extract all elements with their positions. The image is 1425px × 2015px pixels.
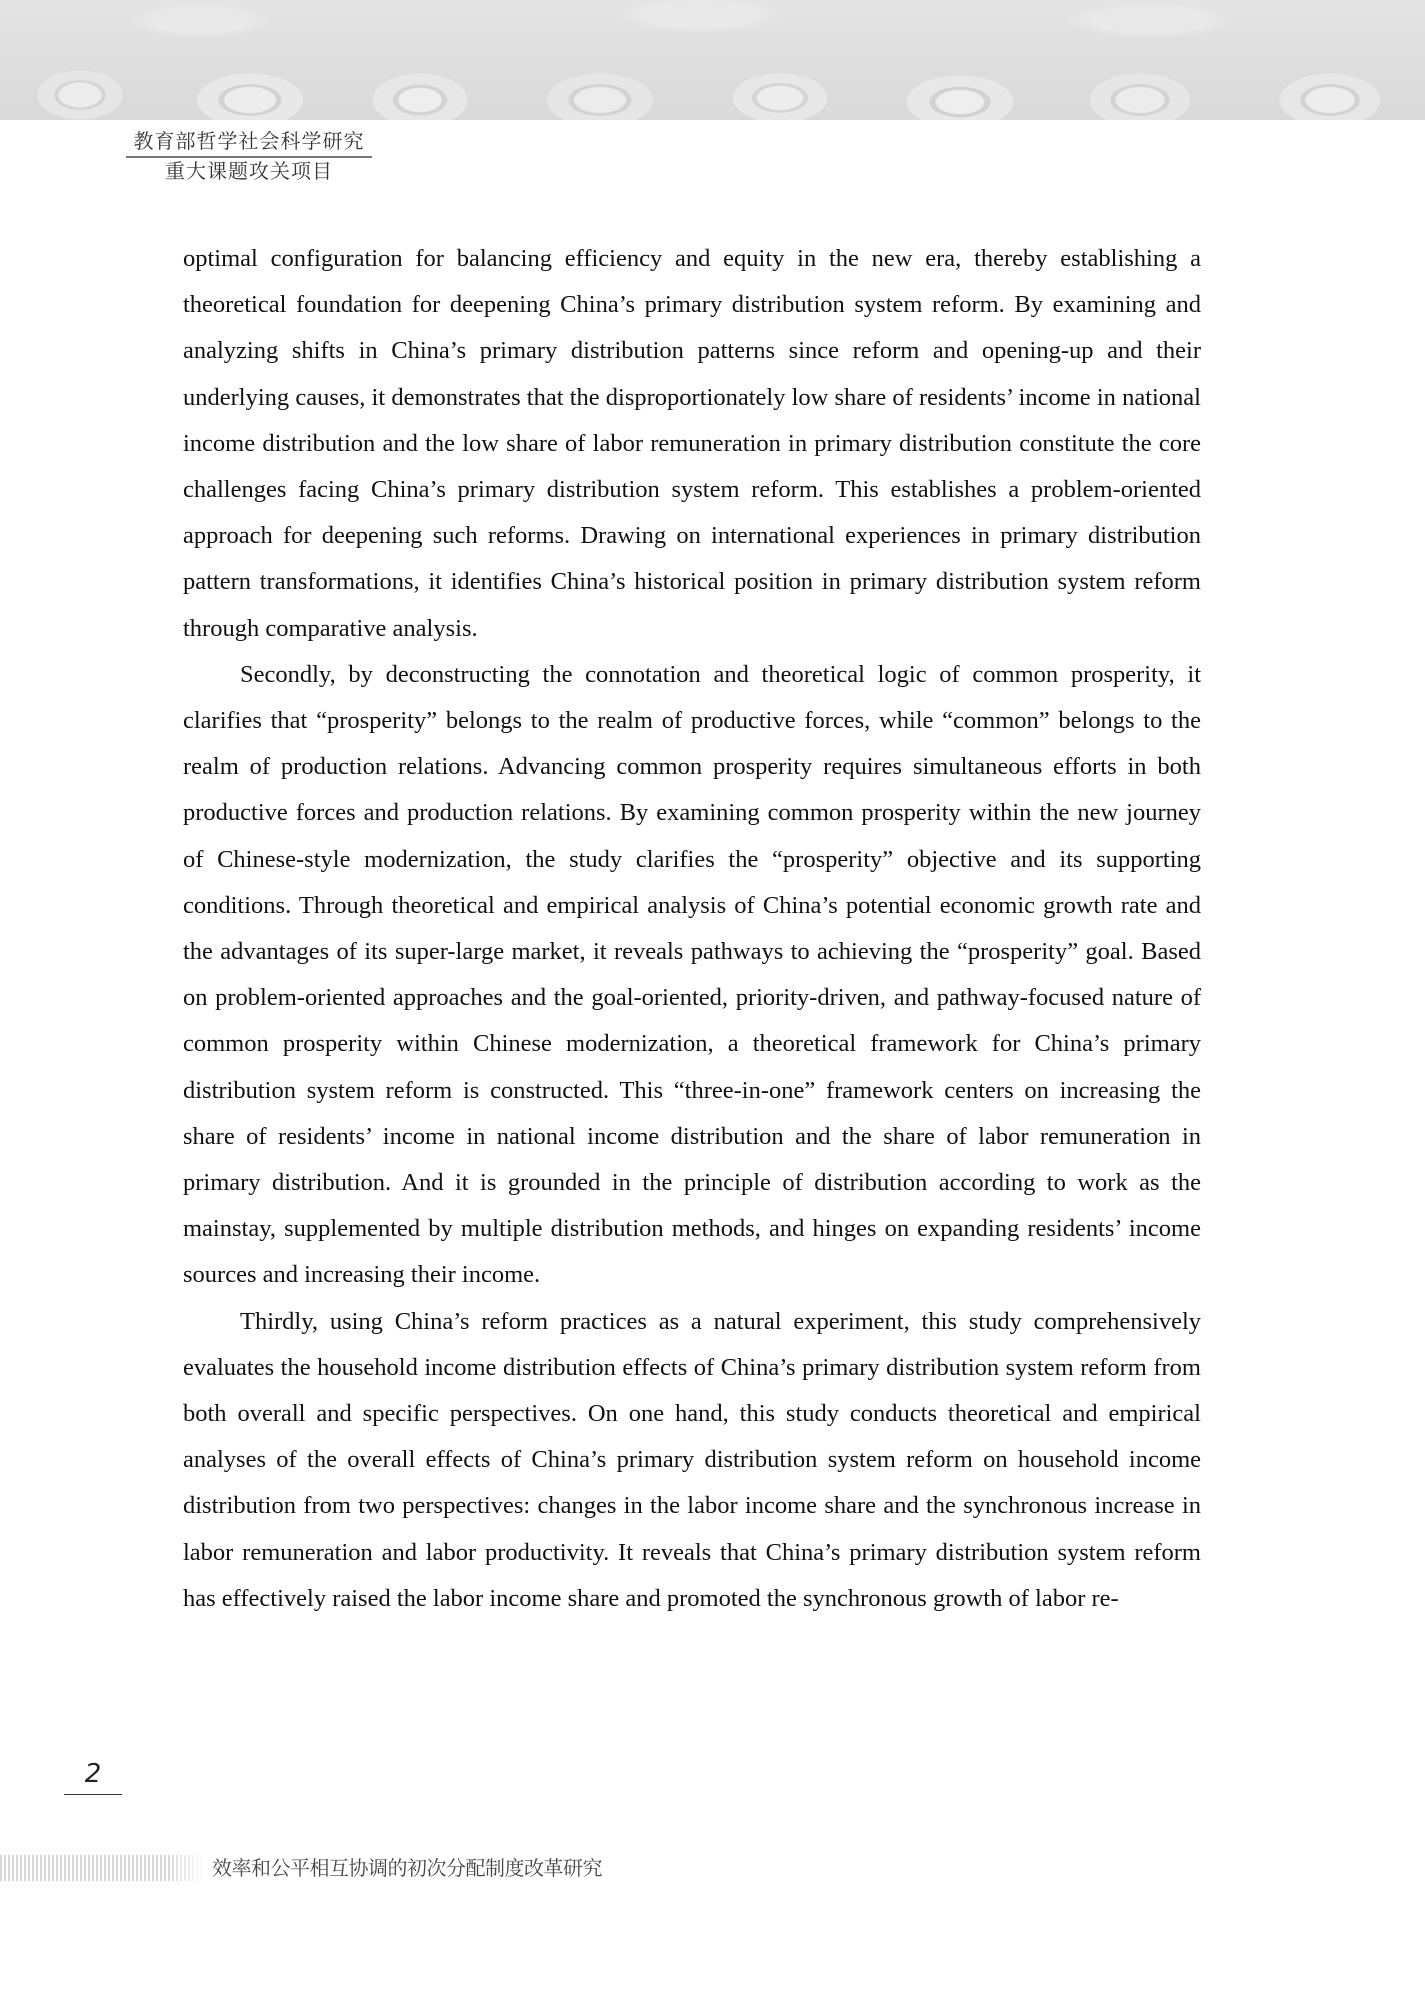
book-title-footer: 效率和公平相互协调的初次分配制度改革研究 — [212, 1856, 602, 1880]
series-title-line1: 教育部哲学社会科学研究 — [126, 128, 372, 158]
paragraph-1: optimal configuration for balancing efficiency and equity in the new era, thereby establishing a theoretical foundation for deepening China’s primary distribution system reform. By examining and analyzing shifts in China’s primary distribution patterns since reform and opening-up and their underlying causes, it demonstrates that the disproportionately low share of residents’ income in national income distribution and the low share of labor remuneration in primary distribution constitute the core challenges facing China’s primary distribution system reform. This establishes a problem-oriented approach for deepening such reforms. Drawing on international experiences in primary distribution pattern transformations, it identifies China’s historical position in primary distribution system reform through comparative analysis. — [183, 245, 1201, 642]
decorative-cloud-banner — [0, 0, 1425, 120]
footer-dot-pattern — [0, 1855, 205, 1881]
paragraph-2: Secondly, by deconstructing the connotation and theoretical logic of common prosperity, it clarifies that “prosperity” belongs to the realm of productive forces, while “common” belongs to the realm of production relations. Advancing common prosperity requires simultaneous efforts in both productive forces and production relations. By examining common prosperity within the new journey of Chinese-style modernization, the study clarifies the “prosperity” objective and its supporting conditions. Through theoretical and empirical analysis of China’s potential economic growth rate and the advantages of its super-large market, it reveals pathways to achieving the “prosperity” goal. Based on problem-oriented approaches and the goal-oriented, priority-driven, and pathway-focused nature of common prosperity within Chinese modernization, a theoretical framework for China’s primary distribution system reform is constructed. This “three-in-one” framework centers on increasing the share of residents’ income in national income distribution and the share of labor remuneration in primary distribution. And it is grounded in the principle of distribution according to work as the mainstay, supplemented by multiple distribution methods, and hinges on expanding residents’ income sources and increasing their income. — [183, 660, 1201, 1289]
paragraph-3: Thirdly, using China’s reform practices as a natural experiment, this study comprehensively evaluates the household income distribution effects of China’s primary distribution system reform from both overall and specific perspectives. On one hand, this study conducts theoretical and empirical analyses of the overall effects of China’s primary distribution system reform on household income distribution from two perspectives: changes in the labor income share and the synchronous increase in labor remuneration and labor productivity. It reveals that China’s primary distribution system reform has effectively raised the labor income share and promoted the synchronous growth of labor re- — [183, 1307, 1201, 1612]
series-title — [126, 128, 372, 185]
body-text — [183, 236, 1201, 1622]
page-number: 2 — [64, 1758, 122, 1795]
series-title-line2: 重大课题攻关项目 — [165, 159, 333, 183]
